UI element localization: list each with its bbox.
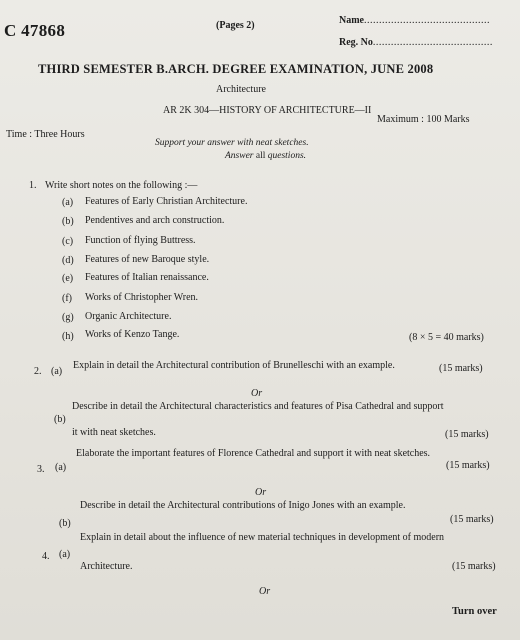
question-4-number: 4. — [42, 551, 50, 562]
question-2-number: 2. — [34, 366, 42, 377]
reg-no-blank: ........................................ — [372, 37, 493, 48]
question-3b-label: (b) — [59, 518, 71, 529]
question-1-item-text: Works of Christopher Wren. — [85, 292, 199, 303]
name-blank: .......................................... — [364, 15, 490, 26]
instruction-sketches: Support your answer with neat sketches. — [155, 138, 309, 148]
instruction-prefix: Answer — [225, 151, 256, 161]
instruction-suffix: questions. — [265, 151, 307, 161]
question-1-item-text: Pendentives and arch construction. — [85, 215, 225, 226]
question-2a-marks: (15 marks) — [439, 363, 483, 374]
reg-no-label: Reg. No — [339, 37, 373, 48]
question-3a-text: Elaborate the important features of Florence Cathedral and support it with neat sketches. — [76, 448, 431, 459]
question-3-or: Or — [255, 487, 267, 498]
exam-time: Time : Three Hours — [6, 129, 85, 140]
question-2b-label: (b) — [54, 414, 66, 425]
question-1-item-label: (e) — [62, 273, 74, 284]
reg-no-field — [339, 37, 493, 48]
question-1-number: 1. — [29, 180, 37, 191]
question-2b-marks: (15 marks) — [445, 429, 489, 440]
question-3a-marks: (15 marks) — [446, 460, 490, 471]
max-marks: Maximum : 100 Marks — [377, 114, 470, 125]
question-2-or: Or — [251, 388, 263, 399]
question-2b-text-line2: it with neat sketches. — [72, 427, 156, 438]
question-2a-label: (a) — [51, 366, 63, 377]
question-1-item-label: (b) — [62, 216, 74, 227]
turn-over-note: Turn over — [452, 606, 497, 617]
question-1-item-label: (d) — [62, 255, 74, 266]
question-4a-label: (a) — [59, 549, 71, 560]
question-4a-text-line2: Architecture. — [80, 561, 133, 572]
question-3a-label: (a) — [55, 462, 67, 473]
question-2a-text: Explain in detail the Architectural contribution of Brunelleschi with an example. — [73, 360, 395, 371]
name-label: Name — [339, 15, 364, 26]
instruction-answer-all — [225, 151, 306, 161]
question-1-item-label: (f) — [62, 293, 72, 304]
question-2b-text-line1: Describe in detail the Architectural characteristics and features of Pisa Cathedral and support — [72, 401, 444, 412]
question-4a-text-line1: Explain in detail about the influence of new material techniques in development of modern — [80, 532, 445, 543]
question-1-item-label: (a) — [62, 197, 74, 208]
question-1-item-label: (h) — [62, 331, 74, 342]
paper-code: C 47868 — [4, 21, 66, 40]
question-3b-text: Describe in detail the Architectural contributions of Inigo Jones with an example. — [80, 500, 406, 511]
exam-title: THIRD SEMESTER B.ARCH. DEGREE EXAMINATION, JUNE 2008 — [38, 62, 434, 76]
question-1-item-text: Organic Architecture. — [85, 311, 172, 322]
question-1-item-text: Features of Early Christian Architecture. — [85, 196, 248, 207]
question-1-item-text: Features of Italian renaissance. — [85, 272, 209, 283]
question-1-item-text: Features of new Baroque style. — [85, 254, 210, 265]
question-3b-marks: (15 marks) — [450, 514, 494, 525]
question-1-item-label: (g) — [62, 312, 74, 323]
subject: Architecture — [216, 84, 266, 95]
question-3-number: 3. — [37, 464, 45, 475]
name-field — [339, 15, 490, 26]
question-4a-marks: (15 marks) — [452, 561, 496, 572]
instruction-bold: all — [255, 151, 266, 161]
question-1-item-label: (c) — [62, 236, 74, 247]
course-title: AR 2K 304—HISTORY OF ARCHITECTURE—II — [163, 105, 372, 116]
question-4-or: Or — [259, 586, 271, 597]
page-count: (Pages 2) — [216, 20, 255, 31]
question-1-marks: (8 × 5 = 40 marks) — [409, 332, 484, 343]
question-1-item-text: Function of flying Buttress. — [85, 235, 196, 246]
question-1-item-text: Works of Kenzo Tange. — [85, 329, 180, 340]
question-1-text: Write short notes on the following :— — [45, 180, 198, 191]
